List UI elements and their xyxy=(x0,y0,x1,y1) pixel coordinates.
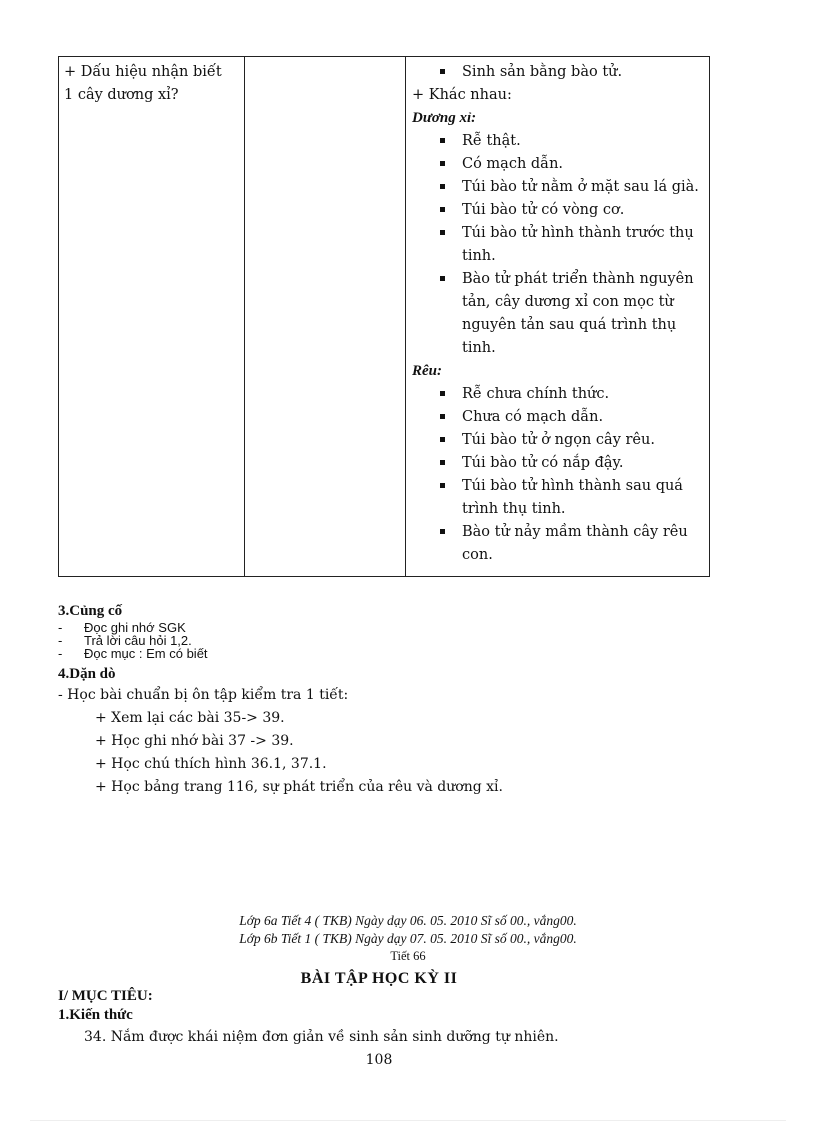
fern-heading: Dương xỉ: xyxy=(412,110,477,126)
moss-list xyxy=(412,383,704,567)
moss-heading: Rêu: xyxy=(412,363,442,379)
list-item: Có mạch dẫn. xyxy=(440,153,704,176)
list-item: Túi bào tử có nắp đậy. xyxy=(440,452,704,475)
difference-label: + Khác nhau: xyxy=(412,87,512,103)
list-item: Sinh sản bằng bào tử. xyxy=(440,61,704,84)
objective-item: 34. Nắm được khái niệm đơn giản về sinh sản sinh dưỡng tự nhiên. xyxy=(84,1029,559,1045)
list-item: Túi bào tử ở ngọn cây rêu. xyxy=(440,429,704,452)
question-line-2: 1 cây dương xỉ? xyxy=(64,87,179,103)
section-3-list xyxy=(58,621,208,660)
lesson-header xyxy=(58,912,758,964)
list-item: Rễ thật. xyxy=(440,130,704,153)
objectives-heading: I/ MỤC TIÊU: xyxy=(58,988,153,1004)
list-item: - Đọc ghi nhớ SGK xyxy=(58,621,208,634)
class-6b-line: Lớp 6b Tiết 1 ( TKB) Ngày dạy 07. 05. 2010 Sĩ số 00., vắng00. xyxy=(239,931,577,946)
list-item: Chưa có mạch dẫn. xyxy=(440,406,704,429)
question-cell xyxy=(59,57,245,577)
question-line-1: + Dấu hiệu nhận biết xyxy=(64,64,222,80)
class-6a-line: Lớp 6a Tiết 4 ( TKB) Ngày dạy 06. 05. 2010 Sĩ số 00., vắng00. xyxy=(239,913,577,928)
list-item: + Học chú thích hình 36.1, 37.1. xyxy=(95,756,327,772)
section-4-list xyxy=(58,707,503,799)
answer-cell xyxy=(406,57,710,577)
list-item: Túi bào tử nằm ở mặt sau lá già. xyxy=(440,176,704,199)
list-item: Bào tử nảy mầm thành cây rêu con. xyxy=(440,521,704,567)
list-item: Bào tử phát triển thành nguyên tản, cây dương xỉ con mọc từ nguyên tản sau quá trình thụ tinh. xyxy=(440,268,704,360)
list-item: - Đọc mục : Em có biết xyxy=(58,647,208,660)
page-edge-divider xyxy=(30,1120,786,1121)
list-item: + Học bảng trang 116, sự phát triển của rêu và dương xỉ. xyxy=(95,779,503,795)
section-4-heading: 4.Dặn dò xyxy=(58,666,116,682)
list-item: + Xem lại các bài 35-> 39. xyxy=(95,710,285,726)
list-item: Rễ chưa chính thức. xyxy=(440,383,704,406)
empty-cell xyxy=(245,57,406,577)
section-3-heading: 3.Củng cố xyxy=(58,603,123,619)
page-title: BÀI TẬP HỌC KỲ II xyxy=(300,970,458,987)
page-number: 108 xyxy=(365,1052,393,1068)
list-item: Túi bào tử có vòng cơ. xyxy=(440,199,704,222)
knowledge-heading: 1.Kiến thức xyxy=(58,1007,133,1023)
comparison-table xyxy=(58,56,710,577)
fern-list xyxy=(412,130,704,360)
reproduction-list xyxy=(412,61,704,84)
list-item: Túi bào tử hình thành sau quá trình thụ tinh. xyxy=(440,475,704,521)
lesson-number: Tiết 66 xyxy=(390,949,426,963)
section-4-intro: - Học bài chuẩn bị ôn tập kiểm tra 1 tiết: xyxy=(58,687,349,703)
list-item: - Trả lời câu hỏi 1,2. xyxy=(58,634,208,647)
list-item: + Học ghi nhớ bài 37 -> 39. xyxy=(95,733,294,749)
list-item: Túi bào tử hình thành trước thụ tinh. xyxy=(440,222,704,268)
